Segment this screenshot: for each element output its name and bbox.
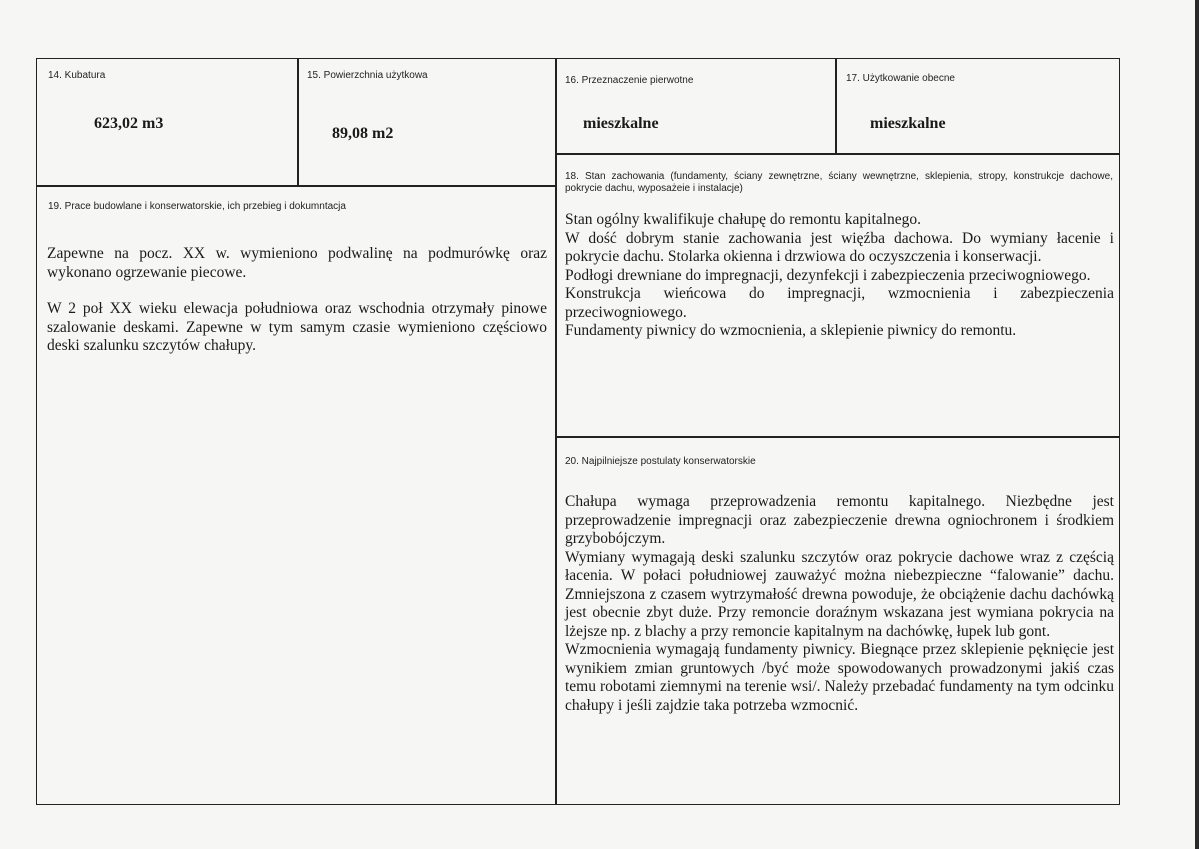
field-20-label: 20. Najpilniejsze postulaty konserwatorskie xyxy=(565,456,756,467)
field-19-label: 19. Prace budowlane i konserwatorskie, ich przebieg i dokumntacja xyxy=(48,201,346,212)
field-15-label: 15. Powierzchnia użytkowa xyxy=(307,70,428,81)
form-table xyxy=(36,58,1120,805)
scan-edge xyxy=(1195,0,1199,849)
field-19-paragraph: Zapewne na pocz. XX w. wymieniono podwalinę na podmurówkę oraz wykonano ogrzewanie piecowe. xyxy=(47,245,547,281)
field-20-postulaty xyxy=(556,437,1119,804)
field-18-label: 18. Stan zachowania (fundamenty, ściany zewnętrzne, ściany wewnętrzne, sklepienia, stropy, konstrukcje dachowe, pokrycie dachu, wyposażeie i instalacje) xyxy=(565,171,1113,194)
field-17-label: 17. Użytkowanie obecne xyxy=(846,73,955,84)
field-18-paragraph: Konstrukcja wieńcowa do impregnacji, wzmocnienia i zabezpieczenia przeciwogniowego. xyxy=(565,285,1114,321)
field-17-value: mieszkalne xyxy=(870,115,946,132)
field-18-paragraph: Fundamenty piwnicy do wzmocnienia, a sklepienie piwnicy do remontu. xyxy=(565,322,1017,339)
field-20-paragraph: Wzmocnienia wymagają fundamenty piwnicy. Biegnące przez sklepienie pęknięcie jest wynikiem zmian gruntowych /być może spowodowanych prowadzonymi jakiś czas temu robotami ziemnymi na terenie wsi/. Należy przebadać fundamenty na tym odcinku chałupy i jeśli zajdzie taka potrzeba wzmocnić. xyxy=(565,641,1114,714)
field-14-label: 14. Kubatura xyxy=(48,70,106,81)
field-15-value: 89,08 m2 xyxy=(332,125,394,142)
field-18-stan-zachowania xyxy=(556,154,1119,436)
field-15-powierzchnia xyxy=(298,59,555,185)
field-19-paragraph: W 2 poł XX wieku elewacja południowa oraz wschodnia otrzymały pinowe szalowanie deskami. Zapewne w tym samym czasie wymieniono częściowo deski szalunku szczytów chałupy. xyxy=(47,300,547,354)
field-18-paragraph: Stan ogólny kwalifikuje chałupę do remontu kapitalnego. xyxy=(565,211,921,228)
field-17-uzytkowanie xyxy=(836,59,1119,153)
field-20-text xyxy=(565,493,1114,715)
field-16-label: 16. Przeznaczenie pierwotne xyxy=(565,75,694,86)
field-18-paragraph: Podłogi drewniane do impregnacji, dezynfekcji i zabezpieczenia przeciwogniowego. xyxy=(565,266,1091,284)
field-18-paragraph: W dość dobrym stanie zachowania jest więźba dachowa. Do wymiany łacenie i pokrycie dachu. Stolarka okienna i drzwiowa do oczyszczenia i konserwacji. xyxy=(565,229,1114,265)
field-20-paragraph: Wymiany wymagają deski szalunku szczytów oraz pokrycie dachowe wraz z częścią łacenia. W połaci południowej zauważyć można niebezpieczne “falowanie” dachu. Zmniejszona z czasem wytrzymałość drewna powoduje, że obciążenie dachu dachówką jest obecnie zbyt duże. Przy remoncie doraźnym wskazana jest wymiana pokrycia na lżejsze np. z blachy a przy remoncie kapitalnym na dachówkę, łupek lub gont. xyxy=(565,548,1114,640)
field-19-prace xyxy=(37,186,555,804)
field-14-value: 623,02 m3 xyxy=(94,115,164,132)
field-18-text xyxy=(565,211,1114,341)
field-16-value: mieszkalne xyxy=(583,115,659,132)
field-20-paragraph: Chałupa wymaga przeprowadzenia remontu kapitalnego. Niezbędne jest przeprowadzenie impregnacji oraz zabezpieczenie drewna ogniochronem i środkiem grzybobójczym. xyxy=(565,493,1114,547)
field-14-kubatura xyxy=(37,59,297,185)
field-19-text xyxy=(47,245,547,356)
field-16-przeznaczenie xyxy=(556,59,835,153)
